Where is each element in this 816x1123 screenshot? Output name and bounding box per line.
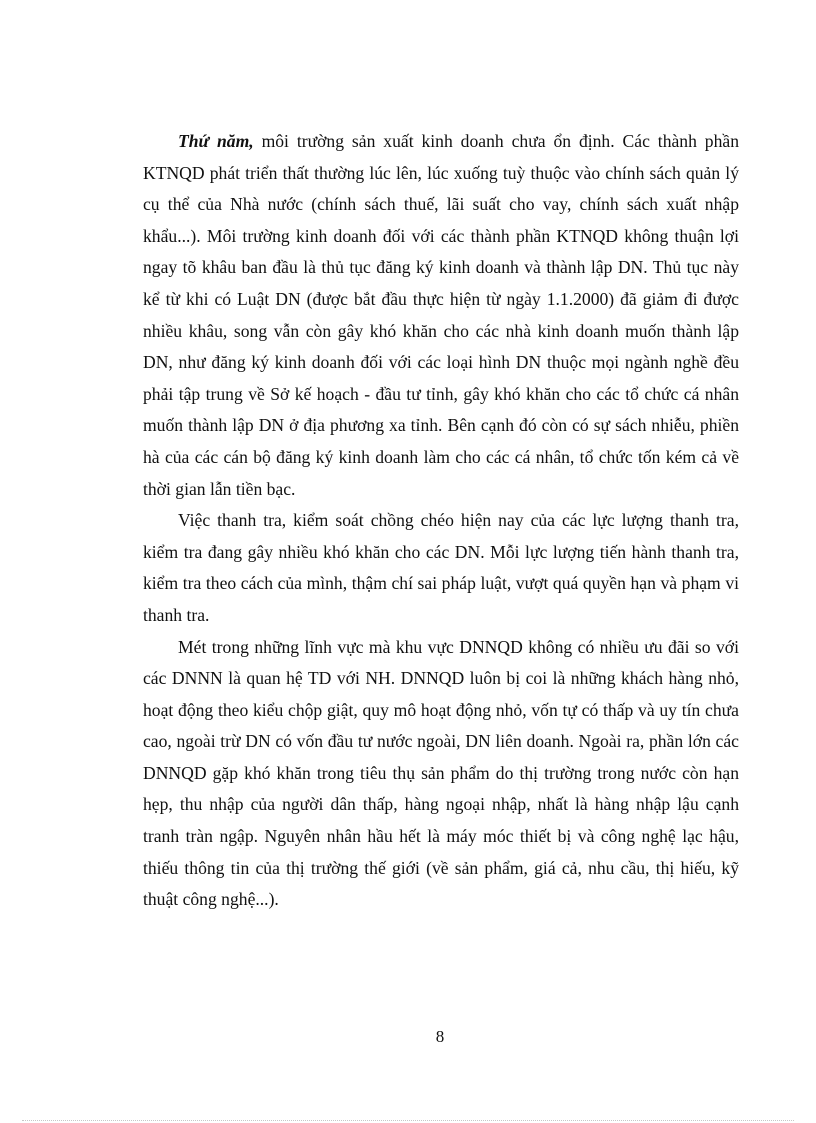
paragraph-1 [143,126,739,505]
paragraph-lead-phrase: Thứ năm, [178,131,254,151]
page-number: 8 [435,1027,445,1046]
body-text [143,126,739,916]
paragraph-1-text: môi trường sản xuất kinh doanh chưa ổn định. Các thành phần KTNQD phát triển thất thường lúc lên, lúc xuống tuỳ thuộc vào chính sách quản lý cụ thể của Nhà nước (chính sách thuế, lãi suất cho vay, chính sách xuất nhập khẩu...). Môi trường kinh doanh đối với các thành phần KTNQD không thuận lợi ngay tõ khâu ban đầu là thủ tục đăng ký kinh doanh và thành lập DN. Thủ tục này kể từ khi có Luật DN (được bắt đầu thực hiện từ ngày 1.1.2000) đã giảm đi được nhiều khâu, song vẫn còn gây khó khăn cho các nhà kinh doanh muốn thành lập DN, như đăng ký kinh doanh đối với các loại hình DN thuộc mọi ngành nghề đều phải tập trung về Sở kế hoạch - đầu tư tỉnh, gây khó khăn cho các tổ chức cá nhân muốn thành lập DN ở địa phương xa tỉnh. Bên cạnh đó còn có sự sách nhiễu, phiền hà của các cán bộ đăng ký kinh doanh làm cho các cá nhân, tổ chức tốn kém cả về thời gian lẫn tiền bạc. [143,131,739,499]
page-bottom-divider [22,1120,794,1121]
paragraph-2: Việc thanh tra, kiểm soát chồng chéo hiện nay của các lực lượng thanh tra, kiểm tra đang gây nhiều khó khăn cho các DN. Mỗi lực lượng tiến hành thanh tra, kiểm tra theo cách của mình, thậm chí sai pháp luật, vượt quá quyền hạn và phạm vi thanh tra. [143,510,739,625]
paragraph-3: Mét trong những lĩnh vực mà khu vực DNNQD không có nhiều ưu đãi so với các DNNN là quan hệ TD với NH. DNNQD luôn bị coi là những khách hàng nhỏ, hoạt động theo kiểu chộp giật, quy mô hoạt động nhỏ, vốn tự có thấp và uy tín chưa cao, ngoài trừ DN có vốn đầu tư nước ngoài, DN liên doanh. Ngoài ra, phần lớn các DNNQD gặp khó khăn trong tiêu thụ sản phẩm do thị trường trong nước còn hạn hẹp, thu nhập của người dân thấp, hàng ngoại nhập, nhất là hàng nhập lậu cạnh tranh tràn ngập. Nguyên nhân hầu hết là máy móc thiết bị và công nghệ lạc hậu, thiếu thông tin của thị trường thế giới (về sản phẩm, giá cả, nhu cầu, thị hiếu, kỹ thuật công nghệ...). [143,636,739,910]
